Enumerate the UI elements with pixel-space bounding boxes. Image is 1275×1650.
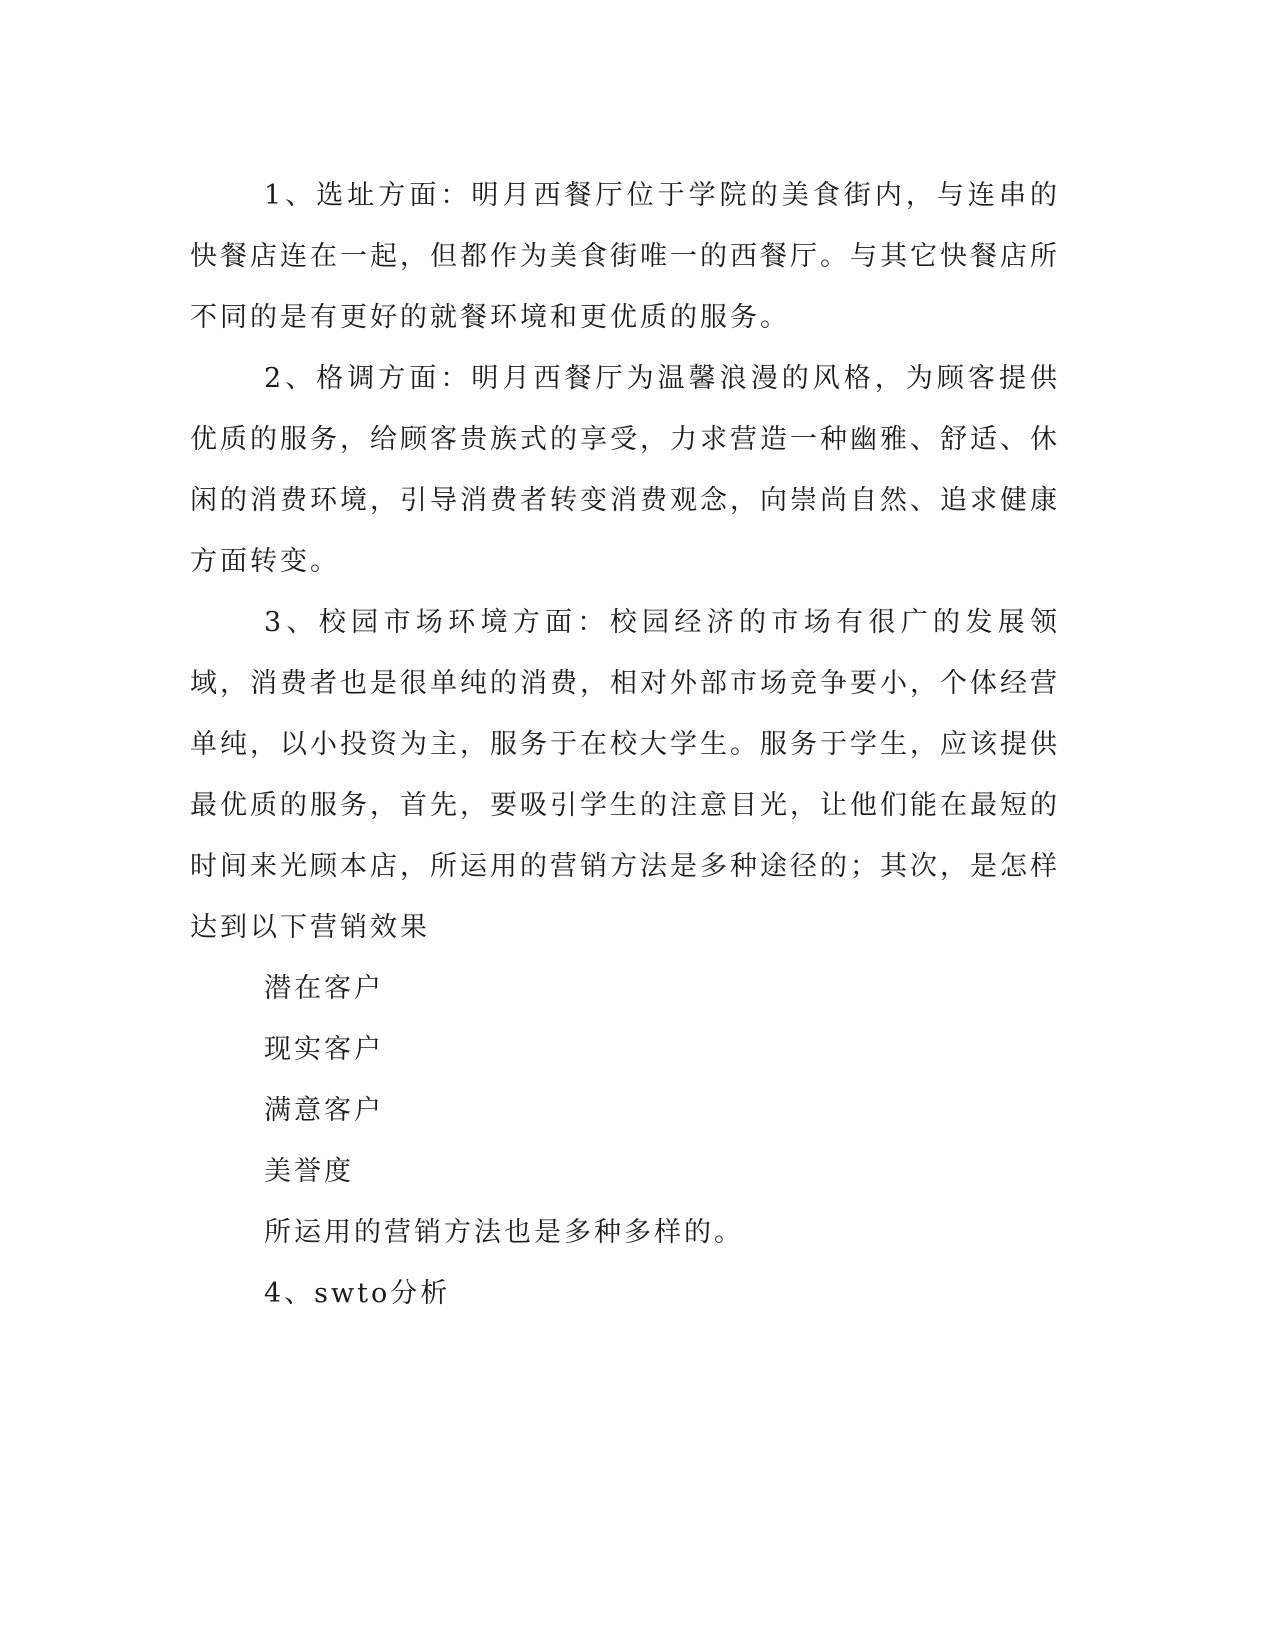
paragraph-campus-market: 3、校园市场环境方面：校园经济的市场有很广的发展领域，消费者也是很单纯的消费，相对外部市场竞争要小，个体经营单纯，以小投资为主，服务于在校大学生。服务于学生，应该提供最优质的服务，首先，要吸引学生的注意目光，让他们能在最短的时间来光顾本店，所运用的营销方法是多种途径的；其次，是怎样达到以下营销效果 <box>190 607 1060 943</box>
list-item-potential-customers: 潜在客户 <box>264 973 384 1004</box>
paragraph-site-selection: 1、选址方面：明月西餐厅位于学院的美食街内，与连串的快餐店连在一起，但都作为美食街唯一的西餐厅。与其它快餐店所不同的是有更好的就餐环境和更优质的服务。 <box>190 180 1060 333</box>
list-item-marketing-methods: 所运用的营销方法也是多种多样的。 <box>264 1217 744 1248</box>
section-heading-swot: 4、swto分析 <box>264 1278 451 1309</box>
list-item-satisfied-customers: 满意客户 <box>264 1095 384 1126</box>
document-body <box>190 165 1060 1324</box>
list-item-actual-customers: 现实客户 <box>264 1034 384 1065</box>
list-item-reputation: 美誉度 <box>264 1156 354 1187</box>
paragraph-style: 2、格调方面：明月西餐厅为温馨浪漫的风格，为顾客提供优质的服务，给顾客贵族式的享受，力求营造一种幽雅、舒适、休闲的消费环境，引导消费者转变消费观念，向崇尚自然、追求健康方面转变。 <box>190 363 1060 577</box>
